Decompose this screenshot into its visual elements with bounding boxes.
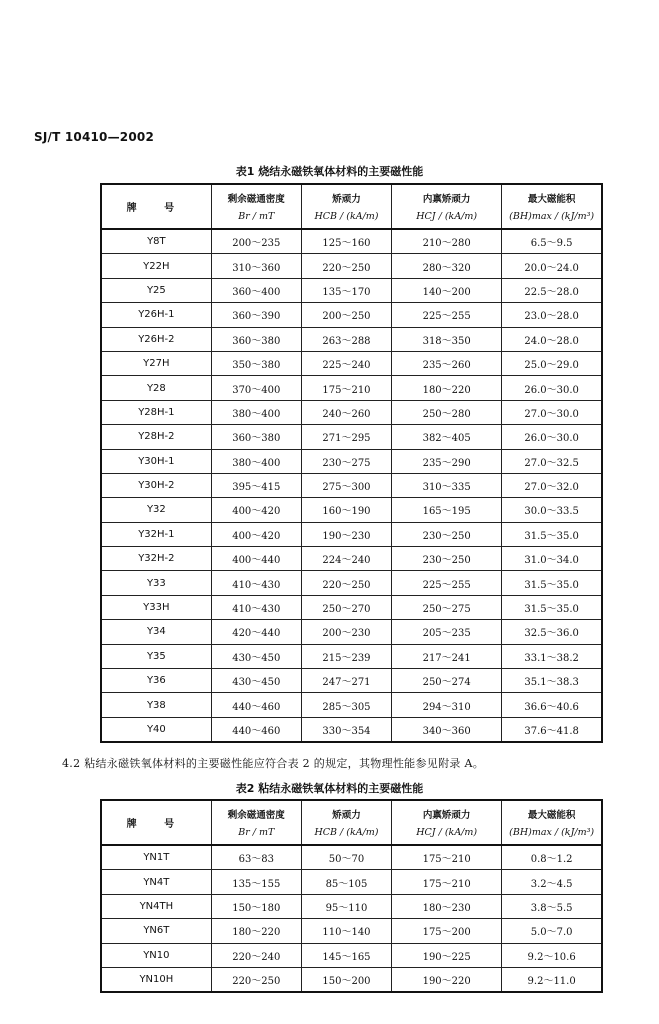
- cell-brand: Y32: [101, 498, 211, 522]
- cell-hcj: 225～255: [392, 571, 502, 595]
- cell-br: 440～460: [211, 693, 301, 717]
- cell-hcj: 190～220: [392, 967, 502, 992]
- cell-hcj: 250～280: [392, 400, 502, 424]
- cell-brand: Y26H-1: [101, 303, 211, 327]
- cell-br: 400～420: [211, 498, 301, 522]
- cell-bhmax: 27.0～30.0: [502, 400, 602, 424]
- cell-hcb: 224～240: [301, 547, 391, 571]
- cell-hcb: 230～275: [301, 449, 391, 473]
- cell-hcj: 175～200: [392, 919, 502, 943]
- table-row: [101, 522, 602, 546]
- cell-hcb: 95～110: [301, 894, 391, 918]
- table2-header-row: [101, 800, 602, 845]
- cell-hcj: 318～350: [392, 327, 502, 351]
- cell-brand: Y38: [101, 693, 211, 717]
- header-br: 剩余磁通密度 Br / mT: [211, 800, 301, 845]
- cell-hcj: 180～230: [392, 894, 502, 918]
- cell-br: 150～180: [211, 894, 301, 918]
- cell-bhmax: 33.1～38.2: [502, 644, 602, 668]
- table-row: [101, 254, 602, 278]
- cell-hcj: 250～275: [392, 595, 502, 619]
- cell-brand: YN4T: [101, 870, 211, 894]
- cell-bhmax: 31.5～35.0: [502, 595, 602, 619]
- cell-br: 63～83: [211, 845, 301, 870]
- table-row: [101, 717, 602, 742]
- cell-hcj: 205～235: [392, 620, 502, 644]
- cell-hcb: 135～170: [301, 278, 391, 302]
- cell-hcb: 285～305: [301, 693, 391, 717]
- header-brand: 牌 号: [101, 184, 211, 229]
- cell-bhmax: 0.8～1.2: [502, 845, 602, 870]
- header-hcj: 内禀矫顽力 HCJ / (kA/m): [392, 800, 502, 845]
- table2: [100, 799, 603, 993]
- cell-hcb: 330～354: [301, 717, 391, 742]
- cell-hcj: 165～195: [392, 498, 502, 522]
- header-bhmax: 最大磁能积 (BH)max / (kJ/m³): [502, 800, 602, 845]
- cell-bhmax: 9.2～10.6: [502, 943, 602, 967]
- cell-bhmax: 24.0～28.0: [502, 327, 602, 351]
- table1: [100, 183, 603, 743]
- table-row: [101, 870, 602, 894]
- cell-hcj: 210～280: [392, 229, 502, 254]
- cell-hcj: 382～405: [392, 425, 502, 449]
- cell-br: 350～380: [211, 351, 301, 375]
- cell-hcj: 340～360: [392, 717, 502, 742]
- table-row: [101, 595, 602, 619]
- cell-bhmax: 32.5～36.0: [502, 620, 602, 644]
- cell-hcb: 240～260: [301, 400, 391, 424]
- cell-bhmax: 37.6～41.8: [502, 717, 602, 742]
- cell-br: 410～430: [211, 571, 301, 595]
- cell-hcb: 150～200: [301, 967, 391, 992]
- cell-hcj: 217～241: [392, 644, 502, 668]
- cell-bhmax: 3.2～4.5: [502, 870, 602, 894]
- cell-hcb: 220～250: [301, 571, 391, 595]
- cell-br: 135～155: [211, 870, 301, 894]
- cell-bhmax: 26.0～30.0: [502, 376, 602, 400]
- cell-brand: Y28: [101, 376, 211, 400]
- table-row: [101, 376, 602, 400]
- table2-body: [101, 845, 602, 992]
- cell-bhmax: 31.5～35.0: [502, 571, 602, 595]
- cell-br: 430～450: [211, 669, 301, 693]
- cell-hcb: 247～271: [301, 669, 391, 693]
- cell-br: 410～430: [211, 595, 301, 619]
- cell-brand: Y34: [101, 620, 211, 644]
- document-id: SJ/T 10410—2002: [34, 130, 154, 144]
- cell-br: 310～360: [211, 254, 301, 278]
- header-hcj: 内禀矫顽力 HCJ / (kA/m): [392, 184, 502, 229]
- table-row: [101, 425, 602, 449]
- cell-hcb: 50～70: [301, 845, 391, 870]
- cell-hcb: 220～250: [301, 254, 391, 278]
- cell-hcj: 230～250: [392, 522, 502, 546]
- cell-hcj: 175～210: [392, 845, 502, 870]
- cell-br: 360～380: [211, 425, 301, 449]
- header-brand: 牌 号: [101, 800, 211, 845]
- cell-hcb: 275～300: [301, 473, 391, 497]
- table-row: [101, 620, 602, 644]
- cell-br: 380～400: [211, 400, 301, 424]
- cell-hcj: 310～335: [392, 473, 502, 497]
- cell-bhmax: 31.0～34.0: [502, 547, 602, 571]
- cell-brand: Y32H-2: [101, 547, 211, 571]
- cell-br: 220～240: [211, 943, 301, 967]
- cell-hcj: 180～220: [392, 376, 502, 400]
- cell-brand: Y30H-1: [101, 449, 211, 473]
- cell-brand: Y28H-2: [101, 425, 211, 449]
- cell-br: 180～220: [211, 919, 301, 943]
- cell-brand: Y26H-2: [101, 327, 211, 351]
- header-br: 剩余磁通密度 Br / mT: [211, 184, 301, 229]
- section-4-2-paragraph: 4.2 粘结永磁铁氧体材料的主要磁性能应符合表 2 的规定，其物理性能参见附录 A。: [62, 757, 485, 770]
- table-row: [101, 351, 602, 375]
- cell-br: 440～460: [211, 717, 301, 742]
- cell-hcj: 250～274: [392, 669, 502, 693]
- table-row: [101, 229, 602, 254]
- cell-hcj: 294～310: [392, 693, 502, 717]
- table-row: [101, 327, 602, 351]
- table-row: [101, 571, 602, 595]
- cell-hcj: 230～250: [392, 547, 502, 571]
- table-row: [101, 845, 602, 870]
- cell-brand: Y8T: [101, 229, 211, 254]
- table1-header-row: [101, 184, 602, 229]
- cell-hcb: 200～250: [301, 303, 391, 327]
- header-hcb: 矫顽力 HCB / (kA/m): [301, 184, 391, 229]
- cell-hcj: 225～255: [392, 303, 502, 327]
- cell-brand: YN1T: [101, 845, 211, 870]
- cell-hcj: 140～200: [392, 278, 502, 302]
- table-row: [101, 693, 602, 717]
- cell-brand: Y33H: [101, 595, 211, 619]
- header-bhmax: 最大磁能积 (BH)max / (kJ/m³): [502, 184, 602, 229]
- table-row: [101, 644, 602, 668]
- cell-bhmax: 30.0～33.5: [502, 498, 602, 522]
- table-row: [101, 669, 602, 693]
- cell-br: 360～400: [211, 278, 301, 302]
- table-row: [101, 919, 602, 943]
- cell-hcb: 145～165: [301, 943, 391, 967]
- table-row: [101, 547, 602, 571]
- table-row: [101, 498, 602, 522]
- header-hcb: 矫顽力 HCB / (kA/m): [301, 800, 391, 845]
- cell-br: 220～250: [211, 967, 301, 992]
- cell-br: 395～415: [211, 473, 301, 497]
- cell-hcb: 175～210: [301, 376, 391, 400]
- cell-hcb: 160～190: [301, 498, 391, 522]
- cell-br: 360～380: [211, 327, 301, 351]
- cell-hcj: 235～290: [392, 449, 502, 473]
- cell-br: 370～400: [211, 376, 301, 400]
- cell-bhmax: 22.5～28.0: [502, 278, 602, 302]
- table1-body: [101, 229, 602, 742]
- cell-brand: Y35: [101, 644, 211, 668]
- cell-bhmax: 27.0～32.5: [502, 449, 602, 473]
- cell-bhmax: 20.0～24.0: [502, 254, 602, 278]
- cell-hcj: 235～260: [392, 351, 502, 375]
- cell-hcb: 85～105: [301, 870, 391, 894]
- cell-hcb: 271～295: [301, 425, 391, 449]
- cell-br: 200～235: [211, 229, 301, 254]
- cell-brand: YN10H: [101, 967, 211, 992]
- cell-bhmax: 36.6～40.6: [502, 693, 602, 717]
- cell-brand: Y30H-2: [101, 473, 211, 497]
- cell-hcb: 263～288: [301, 327, 391, 351]
- cell-hcb: 215～239: [301, 644, 391, 668]
- cell-br: 430～450: [211, 644, 301, 668]
- cell-hcj: 280～320: [392, 254, 502, 278]
- table2-caption: 表2 粘结永磁铁氧体材料的主要磁性能: [235, 782, 424, 795]
- cell-br: 360～390: [211, 303, 301, 327]
- cell-bhmax: 31.5～35.0: [502, 522, 602, 546]
- cell-brand: YN4TH: [101, 894, 211, 918]
- cell-bhmax: 23.0～28.0: [502, 303, 602, 327]
- cell-bhmax: 35.1～38.3: [502, 669, 602, 693]
- cell-hcb: 110～140: [301, 919, 391, 943]
- cell-br: 420～440: [211, 620, 301, 644]
- cell-hcj: 175～210: [392, 870, 502, 894]
- cell-bhmax: 5.0～7.0: [502, 919, 602, 943]
- table-row: [101, 400, 602, 424]
- table-row: [101, 449, 602, 473]
- table-row: [101, 967, 602, 992]
- cell-brand: Y25: [101, 278, 211, 302]
- cell-br: 400～440: [211, 547, 301, 571]
- cell-hcb: 125～160: [301, 229, 391, 254]
- cell-hcb: 190～230: [301, 522, 391, 546]
- cell-brand: Y27H: [101, 351, 211, 375]
- cell-bhmax: 26.0～30.0: [502, 425, 602, 449]
- cell-bhmax: 27.0～32.0: [502, 473, 602, 497]
- cell-brand: Y36: [101, 669, 211, 693]
- table-row: [101, 303, 602, 327]
- cell-hcb: 200～230: [301, 620, 391, 644]
- table-row: [101, 473, 602, 497]
- cell-bhmax: 6.5～9.5: [502, 229, 602, 254]
- table-row: [101, 278, 602, 302]
- table-row: [101, 894, 602, 918]
- cell-brand: Y40: [101, 717, 211, 742]
- cell-hcb: 225～240: [301, 351, 391, 375]
- cell-bhmax: 25.0～29.0: [502, 351, 602, 375]
- table1-caption: 表1 烧结永磁铁氧体材料的主要磁性能: [235, 165, 424, 178]
- table-row: [101, 943, 602, 967]
- cell-bhmax: 9.2～11.0: [502, 967, 602, 992]
- cell-br: 380～400: [211, 449, 301, 473]
- cell-brand: Y32H-1: [101, 522, 211, 546]
- cell-bhmax: 3.8～5.5: [502, 894, 602, 918]
- cell-hcb: 250～270: [301, 595, 391, 619]
- cell-brand: YN6T: [101, 919, 211, 943]
- cell-brand: YN10: [101, 943, 211, 967]
- cell-br: 400～420: [211, 522, 301, 546]
- cell-hcj: 190～225: [392, 943, 502, 967]
- cell-brand: Y33: [101, 571, 211, 595]
- cell-brand: Y28H-1: [101, 400, 211, 424]
- cell-brand: Y22H: [101, 254, 211, 278]
